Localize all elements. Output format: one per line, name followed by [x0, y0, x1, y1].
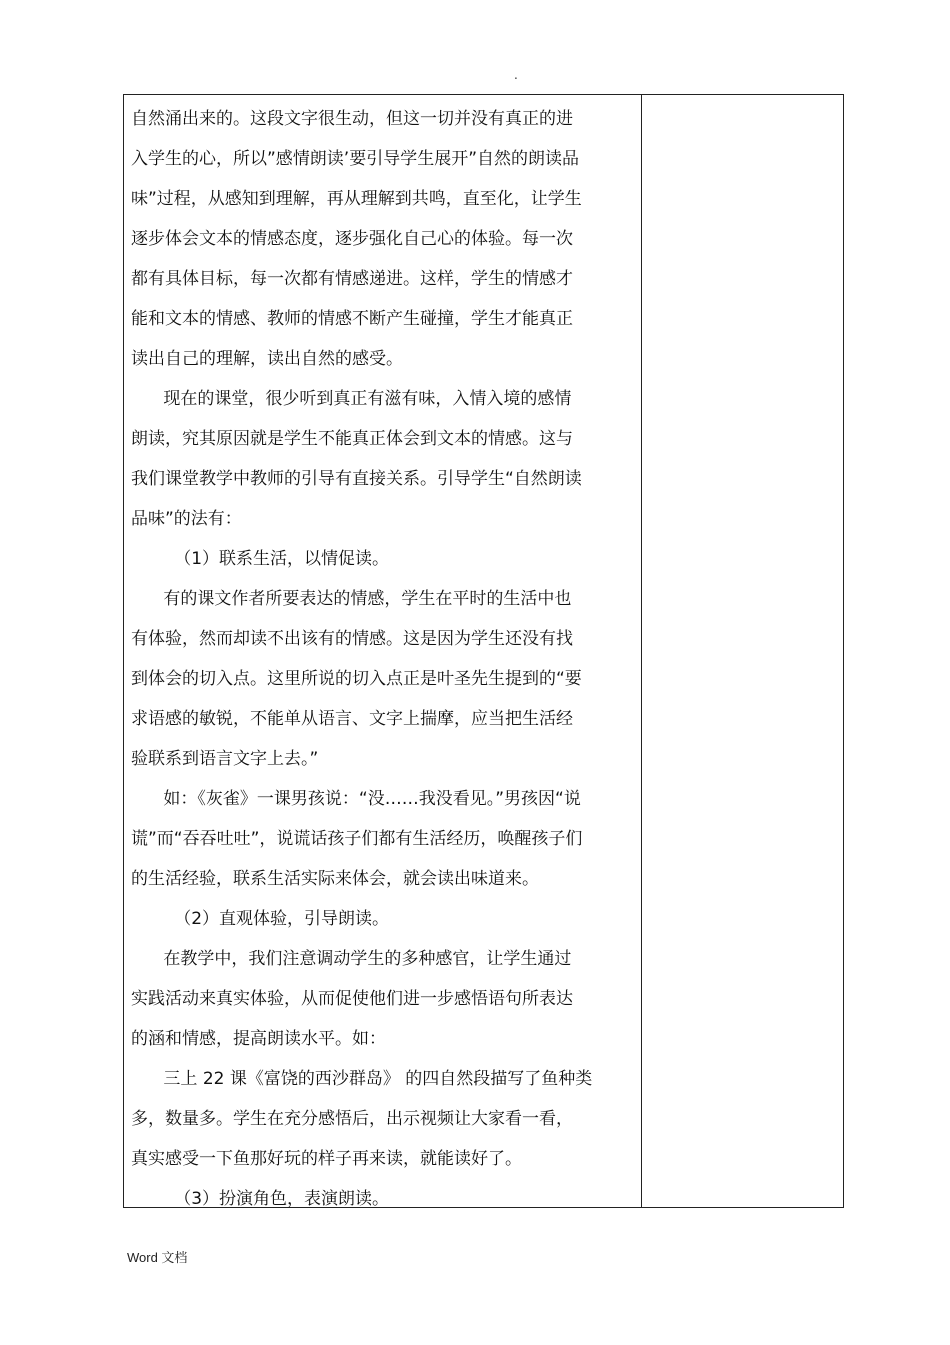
- paragraph-line: 真实感受一下鱼那好玩的样子再来读，就能读好了。: [131, 1149, 522, 1169]
- paragraph-line: 如：《灰雀》一课男孩说：“没……我没看见。”男孩因“说: [131, 789, 581, 809]
- list-heading: （1）联系生活，以情促读。: [131, 549, 390, 569]
- paragraph-line: 求语感的敏锐，不能单从语言、文字上揣摩，应当把生活经: [131, 709, 573, 729]
- paragraph-line: 品味”的法有：: [131, 509, 242, 529]
- list-heading: （2）直观体验，引导朗读。: [131, 909, 390, 929]
- paragraph-line: 味”过程，从感知到理解，再从理解到共鸣，直至化，让学生: [131, 189, 582, 209]
- paragraph-line: 现在的课堂，很少听到真正有滋有味，入情入境的感情: [131, 389, 572, 409]
- paragraph-line: 验联系到语言文字上去。”: [131, 749, 319, 769]
- paragraph-line: 有的课文作者所要表达的情感，学生在平时的生活中也: [131, 589, 572, 609]
- paragraph-line: 读出自己的理解，读出自然的感受。: [131, 349, 403, 369]
- paragraph-line: 多，数量多。学生在充分感悟后，出示视频让大家看一看，: [131, 1109, 573, 1129]
- table-column-divider: [641, 95, 642, 1207]
- paragraph-line: 有体验，然而却读不出该有的情感。这是因为学生还没有找: [131, 629, 573, 649]
- paragraph-line: 朗读，究其原因就是学生不能真正体会到文本的情感。这与: [131, 429, 573, 449]
- page-header-mark: .: [514, 68, 518, 82]
- list-heading: （3）扮演角色，表演朗读。: [131, 1189, 390, 1209]
- paragraph-line: 都有具体目标，每一次都有情感递进。这样，学生的情感才: [131, 269, 573, 289]
- paragraph-line: 入学生的心，所以”感情朗读’要引导学生展开”自然的朗读品: [131, 149, 580, 169]
- paragraph-line: 能和文本的情感、教师的情感不断产生碰撞，学生才能真正: [131, 309, 573, 329]
- paragraph-line: 的涵和情感，提高朗读水平。如：: [131, 1029, 386, 1049]
- paragraph-line: 到体会的切入点。这里所说的切入点正是叶圣先生提到的“要: [131, 669, 582, 689]
- paragraph-line: 自然涌出来的。这段文字很生动，但这一切并没有真正的进: [131, 109, 573, 129]
- paragraph-line: 的生活经验，联系生活实际来体会，就会读出味道来。: [131, 869, 539, 889]
- paragraph-line: 谎”而“吞吞吐吐”，说谎话孩子们都有生活经历，唤醒孩子们: [131, 829, 583, 849]
- paragraph-line: 三上 22 课《富饶的西沙群岛》 的四自然段描写了鱼种类: [131, 1069, 593, 1089]
- paragraph-line: 实践活动来真实体验，从而促使他们进一步感悟语句所表达: [131, 989, 573, 1009]
- page-footer: Word 文档: [127, 1250, 188, 1265]
- paragraph-line: 逐步体会文本的情感态度，逐步强化自己心的体验。每一次: [131, 229, 573, 249]
- paragraph-line: 我们课堂教学中教师的引导有直接关系。引导学生“自然朗读: [131, 469, 582, 489]
- paragraph-line: 在教学中，我们注意调动学生的多种感官，让学生通过: [131, 949, 572, 969]
